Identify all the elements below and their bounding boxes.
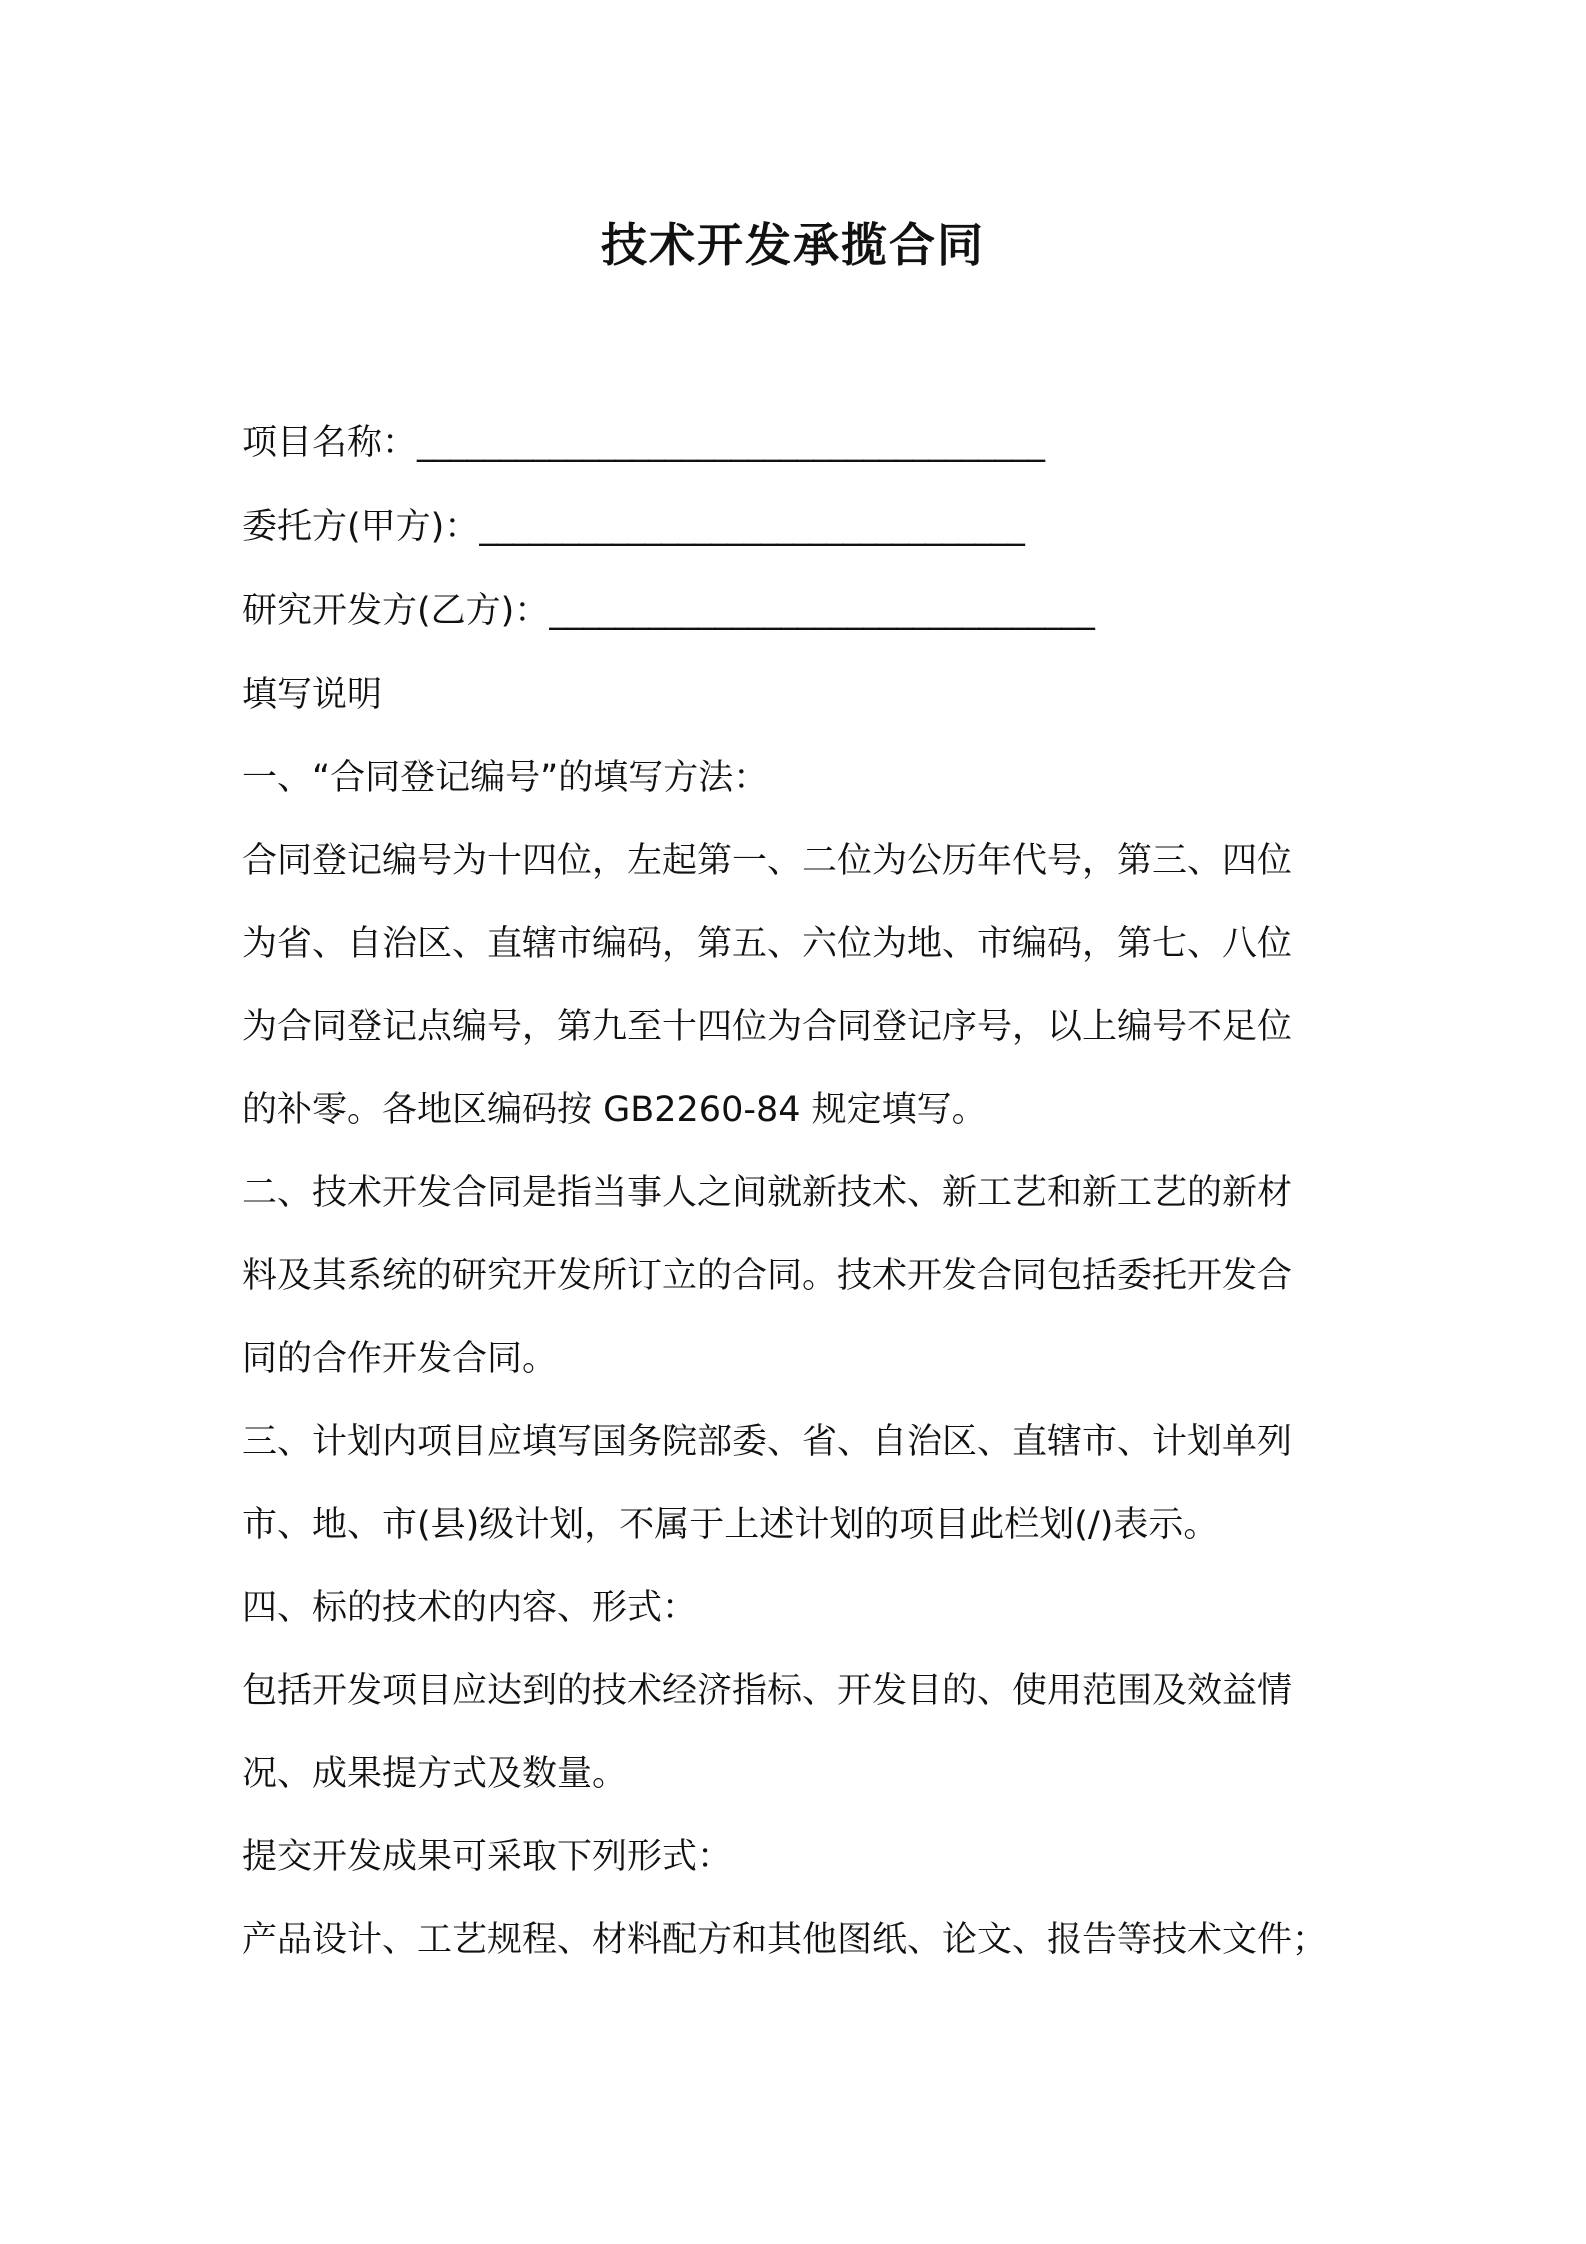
field-blank-client: _________________________________ xyxy=(479,507,1024,547)
text-line: 包括开发项目应达到的技术经济指标、开发目的、使用范围及效益情 xyxy=(242,1671,1293,1711)
field-project-name xyxy=(242,410,1362,494)
text-line: 料及其系统的研究开发所订立的合同。技术开发合同包括委托开发合 xyxy=(242,1256,1293,1296)
text-line: 合同登记编号为十四位，左起第一、二位为公历年代号，第三、四位 xyxy=(242,841,1293,881)
field-label-client: 委托方(甲方)： xyxy=(242,507,480,547)
text-line: 为省、自治区、直辖市编码，第五、六位为地、市编码，第七、八位 xyxy=(242,924,1293,964)
text-line: 市、地、市(县)级计划，不属于上述计划的项目此栏划(/)表示。 xyxy=(242,1505,1219,1545)
document-body xyxy=(242,410,1362,1990)
text-line: 的补零。各地区编码按 GB2260-84 规定填写。 xyxy=(242,1090,987,1130)
instructions-heading: 填写说明 xyxy=(242,675,383,715)
field-label-project-name: 项目名称： xyxy=(242,423,418,463)
section-heading: 一、“合同登记编号”的填写方法： xyxy=(242,758,769,798)
text-line: 产品设计、工艺规程、材料配方和其他图纸、论文、报告等技术文件； xyxy=(242,1920,1328,1960)
text-line: 提交开发成果可采取下列形式： xyxy=(242,1837,733,1877)
text-line: 三、计划内项目应填写国务院部委、省、自治区、直辖市、计划单列 xyxy=(242,1422,1293,1462)
text-line: 二、技术开发合同是指当事人之间就新技术、新工艺和新工艺的新材 xyxy=(242,1173,1293,1213)
field-blank-project-name: ______________________________________ xyxy=(417,423,1045,463)
text-line: 况、成果提方式及数量。 xyxy=(242,1754,628,1794)
field-label-developer: 研究开发方(乙方)： xyxy=(242,591,550,631)
document-title: 技术开发承揽合同 xyxy=(601,218,985,272)
section-heading: 四、标的技术的内容、形式： xyxy=(242,1588,698,1628)
field-client xyxy=(242,494,1362,578)
form-fields xyxy=(242,410,1362,662)
text-line: 为合同登记点编号，第九至十四位为合同登记序号，以上编号不足位 xyxy=(242,1007,1293,1047)
text-line: 同的合作开发合同。 xyxy=(242,1339,558,1379)
field-developer xyxy=(242,578,1362,662)
field-blank-developer: _________________________________ xyxy=(549,591,1094,631)
